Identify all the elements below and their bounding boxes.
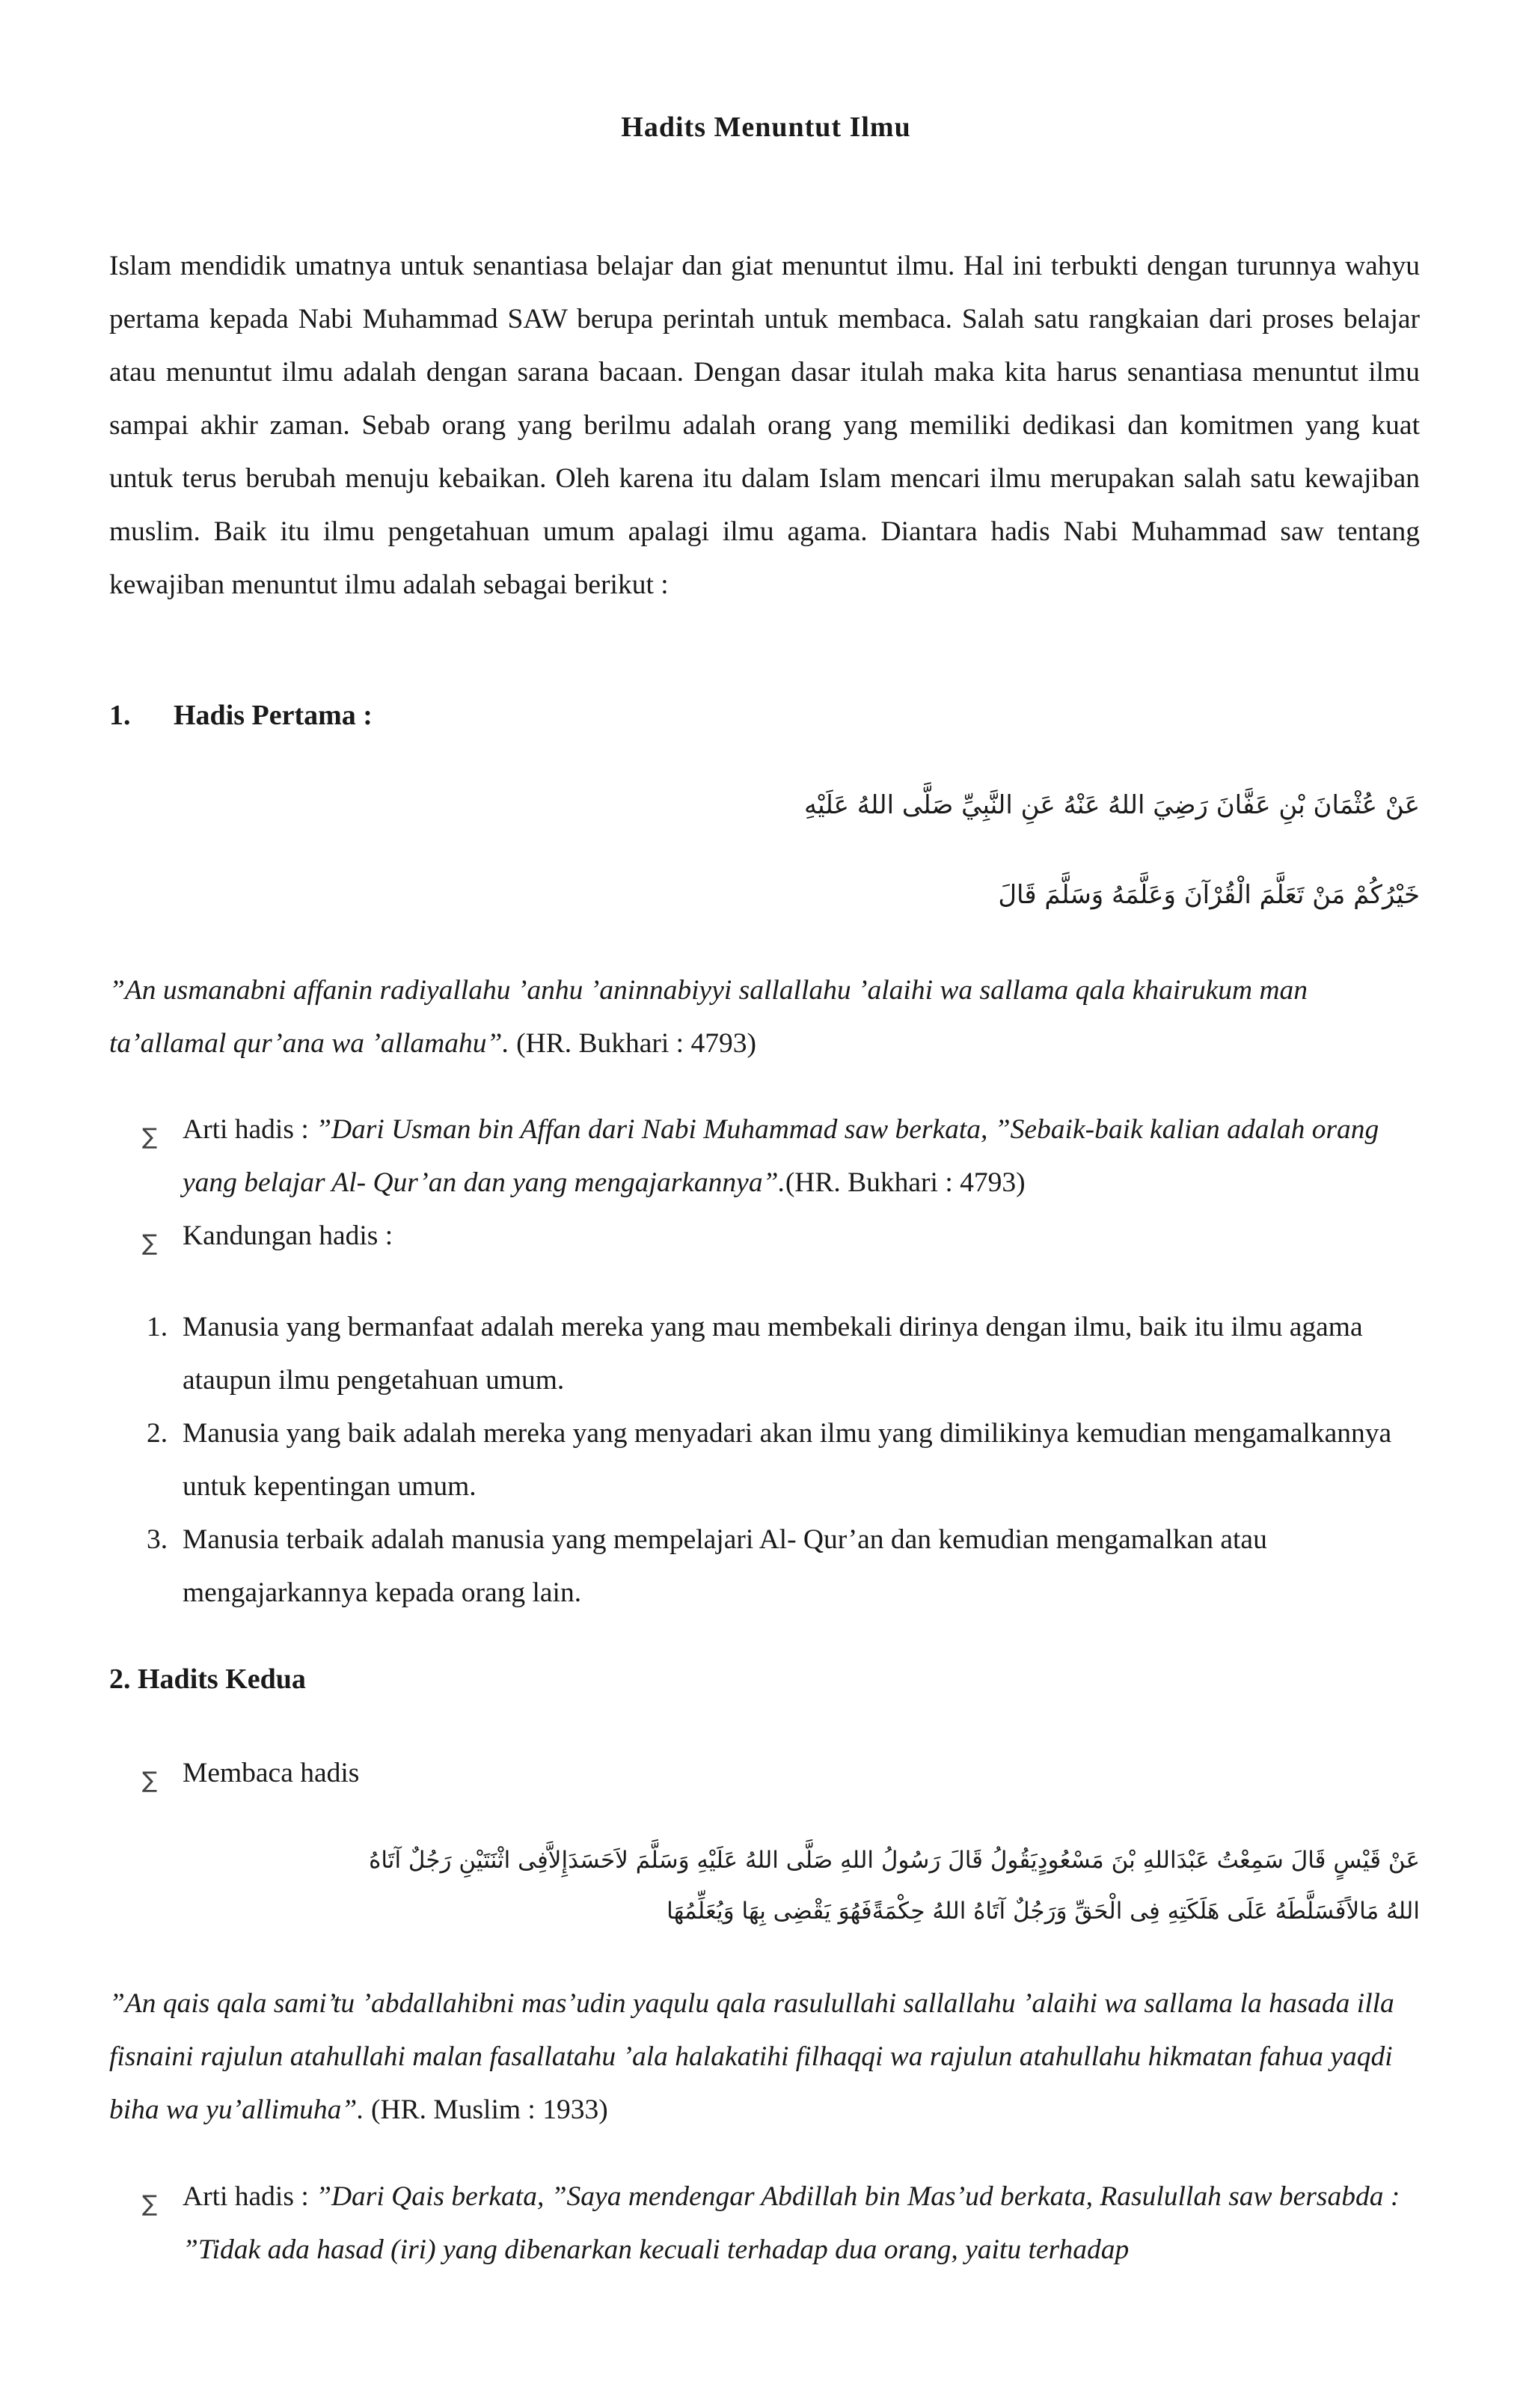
hadis2-arabic-line1: عَنْ قَيْسٍ قَالَ سَمِعْتُ عَبْدَاللهِ بْنَ مَسْعُودٍيَقُولُ قَالَ رَسُولُ اللهِ صَلَّى اللهُ عَلَيْهِ وَسَلَّمَ لاَحَسَدَإِلاَّفِى اثْنَتَيْنِ رَجُلٌ آتَاهُ xyxy=(369,1847,1420,1874)
hadis1-kandungan-item xyxy=(142,1209,1420,1262)
hadis1-arti-text: ”Dari Usman bin Affan dari Nabi Muhammad saw berkata, ”Sebaik-baik kalian adalah orang yang belajar Al- Qur’an dan yang mengajarkannya”. xyxy=(183,1114,1379,1198)
kandungan-list-item xyxy=(142,1513,1420,1619)
hadis2-membaca-label: Membaca hadis xyxy=(183,1758,360,1788)
hadis1-latin-text: ”An usmanabni affanin radiyallahu ’anhu ’aninnabiyyi sallallahu ’alaihi wa sallama qala khairukum man ta’allamal qur’ana wa ’allamahu”. xyxy=(109,975,1308,1059)
hadis2-latin-reference: (HR. Muslim : 1933) xyxy=(364,2094,608,2125)
hadis1-arti-label: Arti hadis : xyxy=(183,1114,316,1145)
hadis1-arabic-line1: عَنْ عُثْمَانَ بْنِ عَفَّانَ رَضِيَ اللهُ عَنْهُ عَنِ النَّبِيِّ صَلَّى اللهُ عَلَيْهِ xyxy=(803,790,1420,820)
hadis2-arti-text: ”Dari Qais berkata, ”Saya mendengar Abdillah bin Mas’ud berkata, Rasulullah saw bersabda : ”Tidak ada hasad (iri) yang dibenarkan kecuali terhadap dua orang, yaitu terhadap xyxy=(183,2181,1400,2265)
hadis1-arti-item xyxy=(142,1103,1420,1209)
hadis2-membaca-item xyxy=(142,1747,1420,1800)
hadis2-latin-text: ”An qais qala sami’tu ’abdallahibni mas’udin yaqulu qala rasulullahi sallallahu ’alaihi wa sallama la hasada illa fisnaini rajulun atahullahi malan fasallatahu ’ala halakatihi filhaqqi wa rajulun atahullahu hikmatan fahua yaqdi biha wa yu’allimuha”. xyxy=(109,1988,1394,2125)
document-title: Hadits Menuntut Ilmu xyxy=(621,111,911,143)
hadis2-latin-transliteration xyxy=(109,1977,1420,2136)
hadis1-kandungan-label: Kandungan hadis : xyxy=(183,1220,393,1251)
sigma-bullet-icon: ∑ xyxy=(142,1124,158,1150)
sigma-bullet-icon: ∑ xyxy=(142,1767,158,1794)
kandungan-list-item xyxy=(142,1407,1420,1513)
hadis2-arti-label: Arti hadis : xyxy=(183,2181,316,2212)
hadis2-arabic-line2: اللهُ مَالاًفَسَلَّطَهُ عَلَى هَلَكَتِهِ فِى الْحَقِّ وَرَجُلٌ آتَاهُ اللهُ حِكْمَةًفَهُوَ يَقْضِى بِهَا وَيُعَلِّمُهَا xyxy=(667,1898,1420,1925)
kandungan-text: Manusia yang bermanfaat adalah mereka yang mau membekali dirinya dengan ilmu, baik itu ilmu agama ataupun ilmu pengetahuan umum. xyxy=(183,1312,1363,1396)
hadis1-heading xyxy=(109,699,373,732)
kandungan-number: 1. xyxy=(147,1312,168,1342)
kandungan-number: 3. xyxy=(147,1524,168,1555)
kandungan-text: Manusia terbaik adalah manusia yang mempelajari Al- Qur’an dan kemudian mengamalkan atau mengajarkannya kepada orang lain. xyxy=(183,1524,1267,1608)
hadis1-arabic-line2: خَيْرُكُمْ مَنْ تَعَلَّمَ الْقُرْآنَ وَعَلَّمَهُ وَسَلَّمَ قَالَ xyxy=(998,880,1420,910)
sigma-bullet-icon: ∑ xyxy=(142,2191,158,2217)
hadis1-latin-transliteration xyxy=(109,964,1420,1070)
hadis1-arti-reference: (HR. Bukhari : 4793) xyxy=(785,1167,1026,1198)
hadis1-number: 1. xyxy=(109,700,131,731)
kandungan-number: 2. xyxy=(147,1418,168,1449)
intro-paragraph: Islam mendidik umatnya untuk senantiasa belajar dan giat menuntut ilmu. Hal ini terbukti dengan turunnya wahyu pertama kepada Nabi Muhammad SAW berupa perintah untuk membaca. Salah satu rangkaian dari proses belajar atau menuntut ilmu adalah dengan sarana bacaan. Dengan dasar itulah maka kita harus senantiasa menuntut ilmu sampai akhir zaman. Sebab orang yang berilmu adalah orang yang memiliki dedikasi dan komitmen yang kuat untuk terus berubah menuju kebaikan. Oleh karena itu dalam Islam mencari ilmu merupakan salah satu kewajiban muslim. Baik itu ilmu pengetahuan umum apalagi ilmu agama. Diantara hadis Nabi Muhammad saw tentang kewajiban menuntut ilmu adalah sebagai berikut : xyxy=(109,251,1420,600)
hadis2-arti-item xyxy=(142,2170,1420,2276)
hadis2-heading: 2. Hadits Kedua xyxy=(109,1663,306,1695)
hadis1-heading-text: Hadis Pertama : xyxy=(174,700,373,731)
hadis1-latin-reference: (HR. Bukhari : 4793) xyxy=(509,1028,756,1059)
sigma-bullet-icon: ∑ xyxy=(142,1230,158,1256)
kandungan-text: Manusia yang baik adalah mereka yang menyadari akan ilmu yang dimilikinya kemudian mengamalkannya untuk kepentingan umum. xyxy=(183,1418,1392,1502)
kandungan-list-item xyxy=(142,1301,1420,1407)
